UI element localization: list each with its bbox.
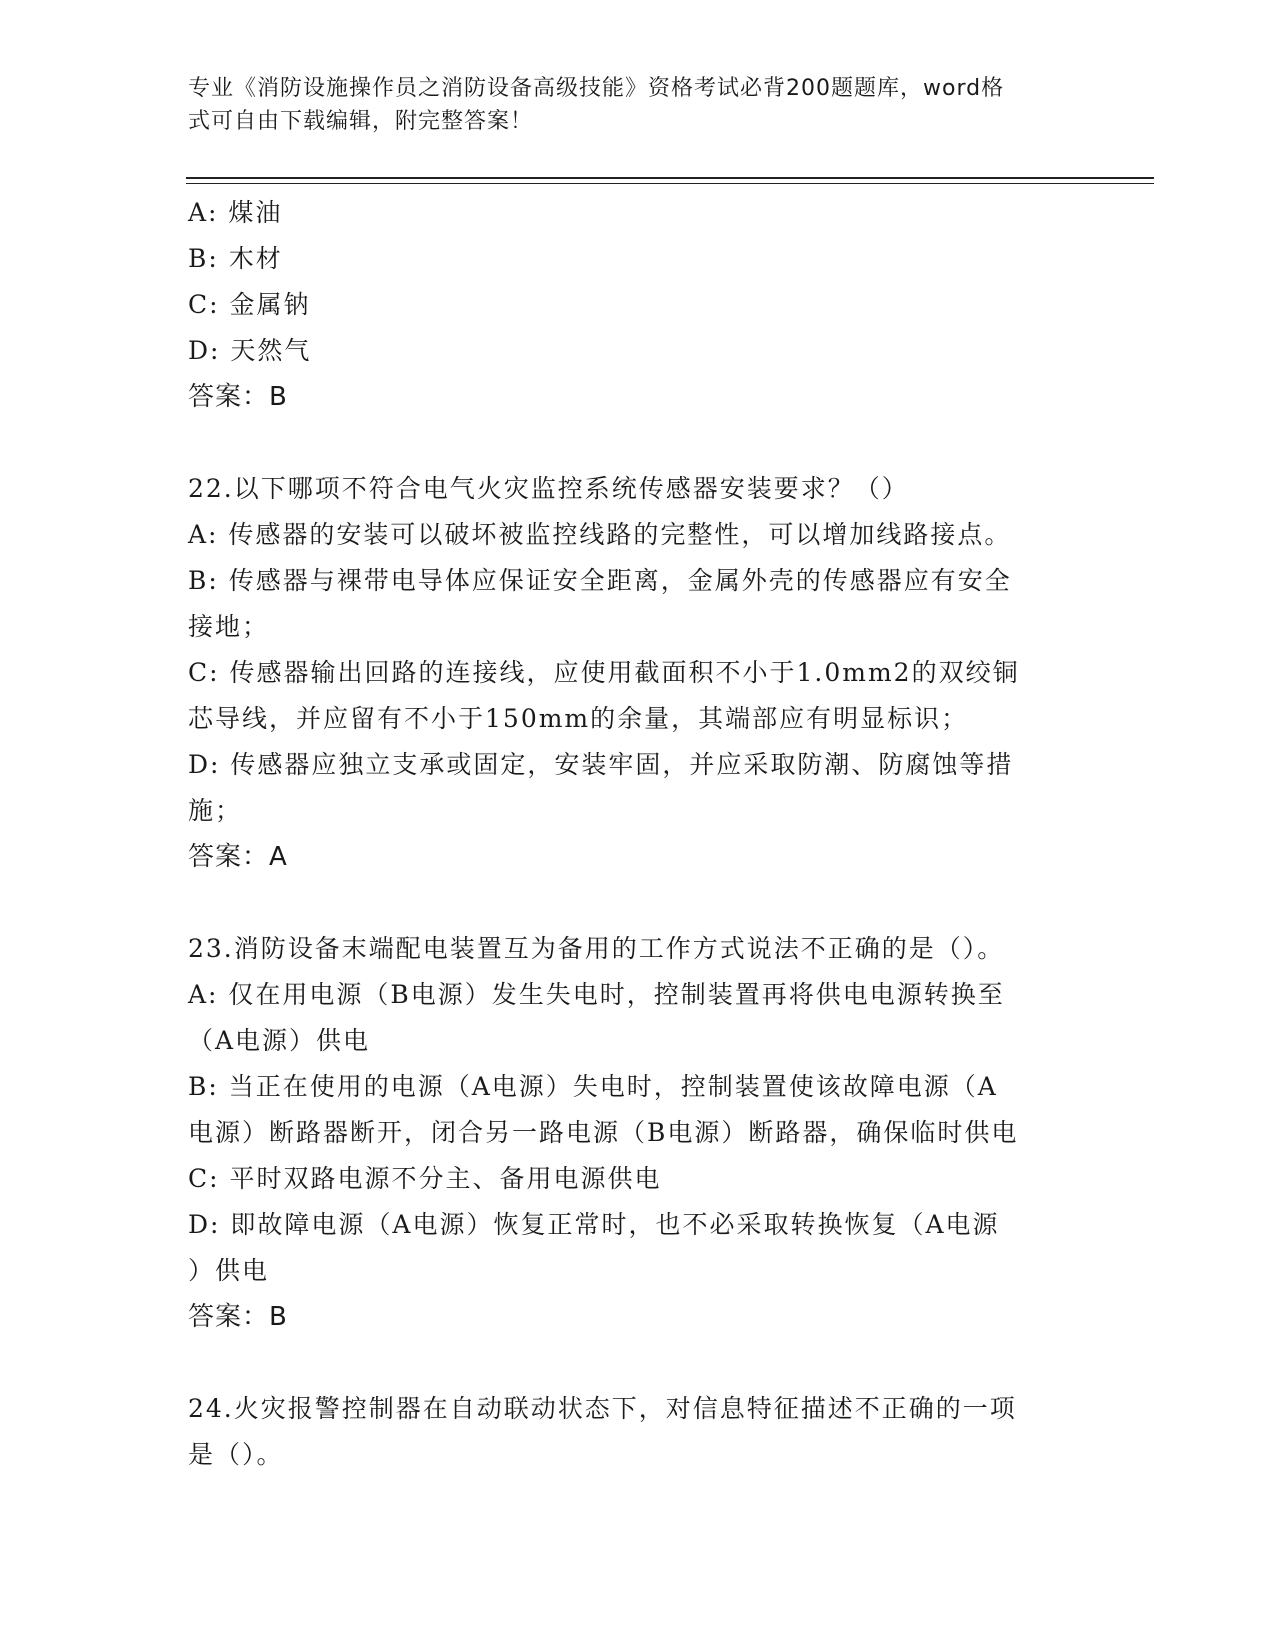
question-content xyxy=(188,190,1088,1478)
option-c-continued: 芯导线，并应留有不小于150mm的余量，其端部应有明显标识； xyxy=(188,704,969,733)
option-c: C: 传感器输出回路的连接线，应使用截面积不小于1.0mm2的双绞铜 xyxy=(188,658,1020,687)
spacer xyxy=(188,880,1088,926)
option-d-continued: ）供电 xyxy=(188,1256,270,1285)
option-d: D: 即故障电源（A电源）恢复正常时，也不必采取转换恢复（A电源 xyxy=(188,1210,1000,1239)
option-b-continued: 电源）断路器断开，闭合另一路电源（B电源）断路器，确保临时供电 xyxy=(188,1118,1019,1147)
spacer xyxy=(188,420,1088,466)
option-a: A: 煤油 xyxy=(188,198,283,227)
option-b: B: 传感器与裸带电导体应保证安全距离，金属外壳的传感器应有安全 xyxy=(188,566,1012,595)
option-b: B: 当正在使用的电源（A电源）失电时，控制装置使该故障电源（A xyxy=(188,1072,998,1101)
option-c: C: 金属钠 xyxy=(188,290,311,319)
option-b-continued: 接地； xyxy=(188,612,270,641)
question-24 xyxy=(188,1386,1088,1478)
question-22 xyxy=(188,466,1088,880)
header-rule-thin xyxy=(186,183,1154,184)
option-b: B: 木材 xyxy=(188,244,283,273)
question-stem: 24.火灾报警控制器在自动联动状态下，对信息特征描述不正确的一项 xyxy=(188,1394,1017,1423)
question-stem: 23.消防设备末端配电装置互为备用的工作方式说法不正确的是（）。 xyxy=(188,934,1005,963)
answer: 答案：B xyxy=(188,1302,288,1332)
header-rule-thick xyxy=(186,177,1154,179)
answer: 答案：B xyxy=(188,382,288,412)
spacer xyxy=(188,1340,1088,1386)
option-a: A: 仅在用电源（B电源）发生失电时，控制装置再将供电电源转换至 xyxy=(188,980,1005,1009)
question-21 xyxy=(188,190,1088,420)
option-a-continued: （A电源）供电 xyxy=(188,1026,371,1055)
option-a: A: 传感器的安装可以破坏被监控线路的完整性，可以增加线路接点。 xyxy=(188,520,1012,549)
question-stem-continued: 是（）。 xyxy=(188,1440,284,1469)
option-d-continued: 施； xyxy=(188,796,243,825)
option-d: D: 天然气 xyxy=(188,336,312,365)
question-23 xyxy=(188,926,1088,1340)
header-line-1: 专业《消防设施操作员之消防设备高级技能》资格考试必背200题题库，word格 xyxy=(188,76,1005,101)
document-header xyxy=(188,72,1068,138)
option-d: D: 传感器应独立支承或固定，安装牢固，并应采取防潮、防腐蚀等措 xyxy=(188,750,1014,779)
option-c: C: 平时双路电源不分主、备用电源供电 xyxy=(188,1164,662,1193)
answer: 答案：A xyxy=(188,842,288,872)
question-stem: 22.以下哪项不符合电气火灾监控系统传感器安装要求？（） xyxy=(188,474,909,503)
header-line-2: 式可自由下载编辑，附完整答案！ xyxy=(188,109,534,134)
